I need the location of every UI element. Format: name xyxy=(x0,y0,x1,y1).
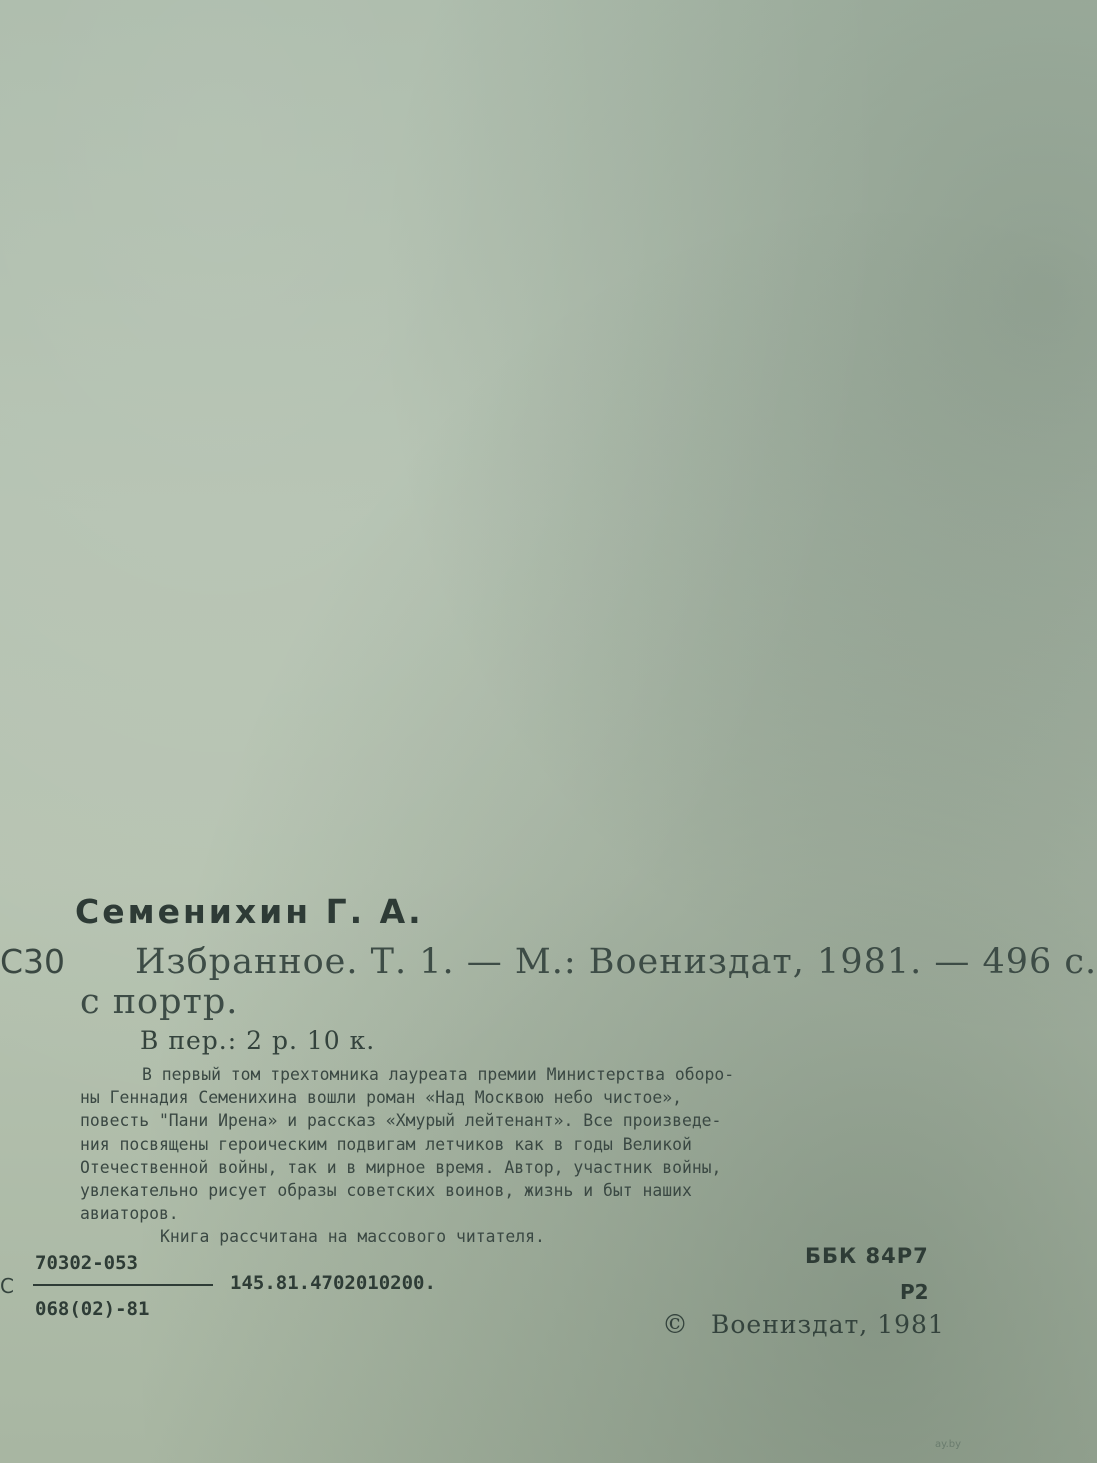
annotation-line: повесть "Пани Ирена» и рассказ «Хмурый лейтенант». Все произведе- xyxy=(80,1111,722,1131)
title-line: Избранное. Т. 1. — М.: Воениздат, 1981. — 496 с. xyxy=(135,942,1097,982)
code-middle: 145.81.4702010200. xyxy=(230,1272,436,1294)
bbk-index: ББК 84Р7 xyxy=(805,1244,929,1268)
copyright-line xyxy=(662,1312,945,1338)
title-line-portrait: с портр. xyxy=(80,982,239,1022)
copyright-icon: © xyxy=(662,1310,689,1340)
fraction-rule xyxy=(33,1284,213,1286)
site-watermark: ay.by xyxy=(935,1439,962,1450)
shelf-mark: С30 xyxy=(0,942,66,981)
price-line: В пер.: 2 р. 10 к. xyxy=(140,1026,376,1055)
annotation-line: авиаторов. xyxy=(80,1204,179,1224)
annotation-line: ния посвящены героическим подвигам летчиков как в годы Великой xyxy=(80,1134,692,1154)
annotation-line: Отечественной войны, так и в мирное время. Автор, участник войны, xyxy=(80,1157,722,1177)
author-name: Семенихин Г. А. xyxy=(75,892,424,931)
annotation-block xyxy=(80,1063,950,1249)
code-numerator: 70302-053 xyxy=(35,1252,138,1274)
edge-letter: С xyxy=(0,1274,14,1298)
audience-line: Книга рассчитана на массового читателя. xyxy=(160,1227,545,1247)
code-denominator: 068(02)-81 xyxy=(35,1298,150,1320)
annotation-line: увлекательно рисует образы советских воинов, жизнь и быт наших xyxy=(80,1181,692,1201)
annotation-line: В первый том трехтомника лауреата премии Министерства оборо- xyxy=(142,1065,735,1084)
annotation-line: ны Геннадия Семенихина вошли роман «Над Москвою небо чистое», xyxy=(80,1088,682,1108)
copyright-text: Воениздат, 1981 xyxy=(711,1310,945,1339)
bbk-subindex: Р2 xyxy=(900,1280,929,1304)
